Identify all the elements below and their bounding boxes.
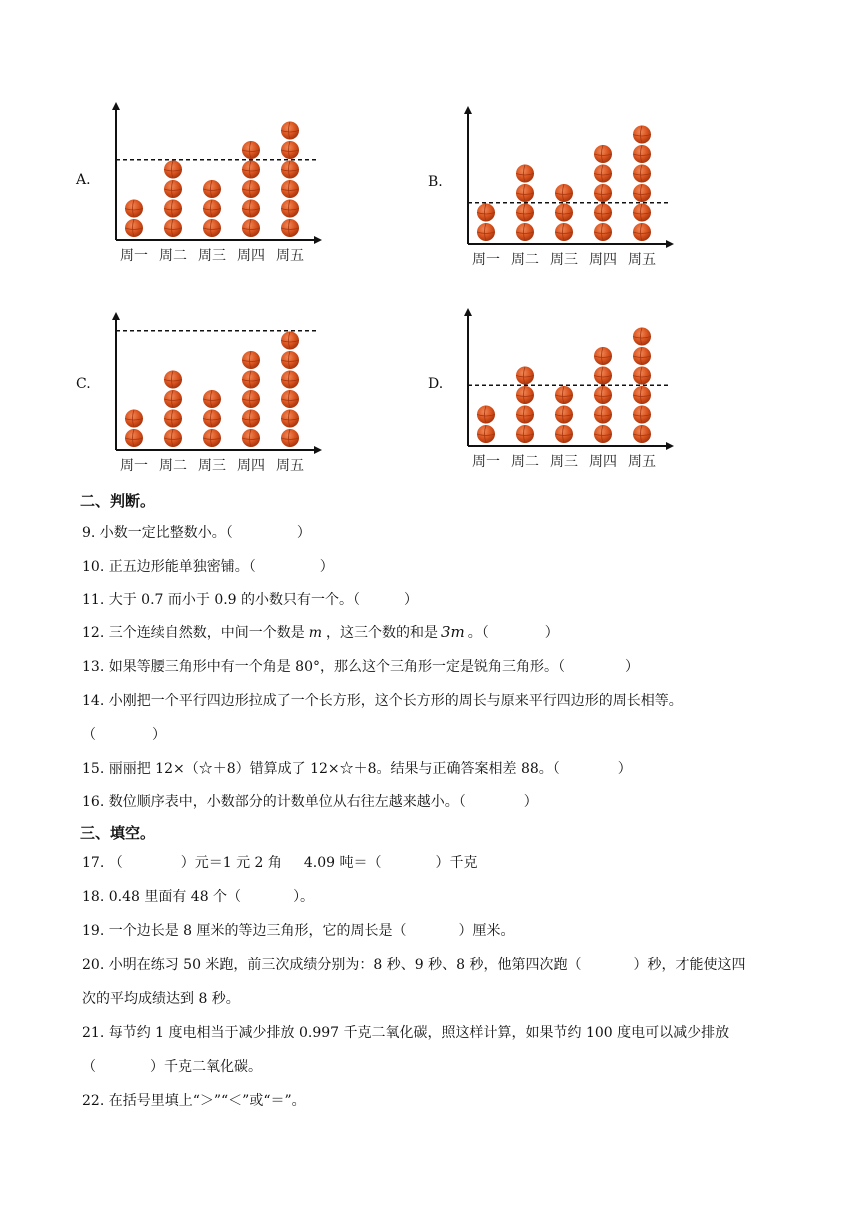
ball-icon [516, 184, 534, 202]
ball-icon [594, 165, 612, 183]
ball-icon [281, 219, 299, 237]
ball-icon [516, 204, 534, 222]
ball-icon [164, 390, 182, 408]
ball-icon [281, 410, 299, 428]
question-22: 22. 在括号里填上“＞”“＜”或“＝”。 [82, 1093, 306, 1109]
question-16: 16. 数位顺序表中，小数部分的计数单位从右往左越来越小。（ ） [82, 794, 538, 810]
ball-icon [594, 223, 612, 241]
question-21: 21. 每节约 1 度电相当于减少排放 0.997 千克二氧化碳，照这样计算，如果节约 100 度电可以减少排放 [82, 1025, 730, 1041]
pictograph-d [428, 302, 688, 472]
x-tick-label: 周一 [120, 248, 148, 264]
ball-icon [242, 371, 260, 389]
x-tick-label: 周一 [120, 458, 148, 474]
ball-icon [633, 165, 651, 183]
pictograph-a [76, 96, 336, 266]
question-14: 14. 小刚把一个平行四边形拉成了一个长方形，这个长方形的周长与原来平行四边形的周长相等。 [82, 693, 683, 709]
ball-icon [281, 141, 299, 159]
question-13: 13. 如果等腰三角形中有一个角是 80°，那么这个三角形一定是锐角三角形。（ ） [82, 659, 639, 675]
ball-icon [516, 223, 534, 241]
ball-icon [281, 351, 299, 369]
x-tick-label: 周三 [198, 248, 226, 264]
ball-icon [242, 200, 260, 218]
x-tick-label: 周一 [472, 252, 500, 268]
chart-option-b [428, 100, 688, 270]
ball-icon [594, 204, 612, 222]
option-label-a: A. [76, 172, 91, 188]
x-tick-label: 周五 [628, 454, 656, 470]
question-17: 17. （ ）元＝1 元 2 角 4.09 吨＝（ ）千克 [82, 855, 478, 871]
ball-icon [633, 184, 651, 202]
ball-icon [281, 161, 299, 179]
question-12: 12. 三个连续自然数，中间一个数是 m ，这三个数的和是 3m 。（ ） [82, 623, 559, 641]
ball-icon [633, 367, 651, 385]
ball-icon [477, 425, 495, 443]
ball-icon [555, 184, 573, 202]
chart-option-a [76, 96, 336, 266]
x-tick-label: 周一 [472, 454, 500, 470]
ball-icon [555, 223, 573, 241]
ball-icon [164, 200, 182, 218]
ball-icon [203, 219, 221, 237]
ball-icon [594, 425, 612, 443]
ball-icon [203, 200, 221, 218]
question-21-cont: （ ）千克二氧化碳。 [82, 1059, 262, 1075]
x-tick-label: 周四 [237, 458, 265, 474]
ball-icon [555, 406, 573, 424]
ball-icon [281, 390, 299, 408]
ball-icon [125, 429, 143, 447]
x-axis-arrow [314, 446, 322, 454]
ball-icon [633, 223, 651, 241]
pictograph-b [428, 100, 688, 270]
ball-icon [242, 161, 260, 179]
ball-icon [242, 410, 260, 428]
y-axis-arrow [112, 312, 120, 320]
question-9: 9. 小数一定比整数小。（ ） [82, 525, 311, 541]
option-label-c: C. [76, 376, 91, 392]
y-axis-arrow [112, 102, 120, 110]
question-11: 11. 大于 0.7 而小于 0.9 的小数只有一个。（ ） [82, 592, 419, 608]
ball-icon [633, 145, 651, 163]
option-label-d: D. [428, 376, 444, 392]
question-20: 20. 小明在练习 50 米跑，前三次成绩分别为：8 秒、9 秒、8 秒，他第四次跑（ ）秒，才能使这四 [82, 957, 746, 973]
ball-icon [594, 347, 612, 365]
ball-icon [516, 386, 534, 404]
ball-icon [203, 429, 221, 447]
ball-icon [281, 122, 299, 140]
ball-icon [242, 351, 260, 369]
ball-icon [281, 429, 299, 447]
x-tick-label: 周三 [198, 458, 226, 474]
ball-icon [633, 126, 651, 144]
ball-icon [164, 161, 182, 179]
ball-icon [242, 141, 260, 159]
ball-icon [477, 406, 495, 424]
chart-option-d [428, 302, 688, 472]
ball-icon [555, 425, 573, 443]
ball-icon [242, 390, 260, 408]
chart-option-c [76, 306, 336, 476]
x-tick-label: 周五 [276, 248, 304, 264]
ball-icon [555, 386, 573, 404]
x-tick-label: 周四 [589, 252, 617, 268]
x-tick-label: 周四 [237, 248, 265, 264]
ball-icon [125, 219, 143, 237]
ball-icon [516, 367, 534, 385]
x-tick-label: 周五 [276, 458, 304, 474]
ball-icon [125, 410, 143, 428]
ball-icon [164, 180, 182, 198]
ball-icon [203, 410, 221, 428]
ball-icon [516, 165, 534, 183]
ball-icon [555, 204, 573, 222]
ball-icon [203, 180, 221, 198]
ball-icon [281, 200, 299, 218]
ball-icon [164, 219, 182, 237]
section-heading-fill: 三、填空。 [80, 824, 156, 842]
y-axis-arrow [464, 308, 472, 316]
x-axis-arrow [314, 236, 322, 244]
option-label-b: B. [428, 174, 443, 190]
ball-icon [242, 180, 260, 198]
y-axis-arrow [464, 106, 472, 114]
ball-icon [477, 223, 495, 241]
ball-icon [516, 406, 534, 424]
ball-icon [633, 425, 651, 443]
x-axis-arrow [666, 442, 674, 450]
ball-icon [633, 386, 651, 404]
x-tick-label: 周二 [511, 252, 539, 268]
question-15: 15. 丽丽把 12×（☆＋8）错算成了 12×☆＋8。结果与正确答案相差 88。（ ） [82, 761, 632, 777]
question-10: 10. 正五边形能单独密铺。（ ） [82, 559, 334, 575]
ball-icon [594, 406, 612, 424]
question-18: 18. 0.48 里面有 48 个（ ）。 [82, 889, 315, 905]
ball-icon [594, 367, 612, 385]
ball-icon [164, 371, 182, 389]
question-14-answer: （ ） [82, 727, 166, 743]
ball-icon [594, 184, 612, 202]
ball-icon [281, 371, 299, 389]
x-tick-label: 周四 [589, 454, 617, 470]
x-tick-label: 周三 [550, 252, 578, 268]
x-tick-label: 周二 [511, 454, 539, 470]
ball-icon [125, 200, 143, 218]
x-axis-arrow [666, 240, 674, 248]
ball-icon [281, 180, 299, 198]
pictograph-c [76, 306, 336, 476]
section-heading-judge: 二、判断。 [80, 492, 156, 510]
x-tick-label: 周二 [159, 248, 187, 264]
question-20-cont: 次的平均成绩达到 8 秒。 [82, 991, 240, 1007]
ball-icon [203, 390, 221, 408]
ball-icon [164, 429, 182, 447]
ball-icon [633, 347, 651, 365]
ball-icon [281, 332, 299, 350]
ball-icon [633, 406, 651, 424]
x-tick-label: 周二 [159, 458, 187, 474]
question-19: 19. 一个边长是 8 厘米的等边三角形，它的周长是（ ）厘米。 [82, 923, 515, 939]
ball-icon [594, 386, 612, 404]
ball-icon [242, 429, 260, 447]
ball-icon [242, 219, 260, 237]
ball-icon [594, 145, 612, 163]
x-tick-label: 周五 [628, 252, 656, 268]
x-tick-label: 周三 [550, 454, 578, 470]
ball-icon [164, 410, 182, 428]
ball-icon [633, 328, 651, 346]
ball-icon [516, 425, 534, 443]
ball-icon [477, 204, 495, 222]
ball-icon [633, 204, 651, 222]
